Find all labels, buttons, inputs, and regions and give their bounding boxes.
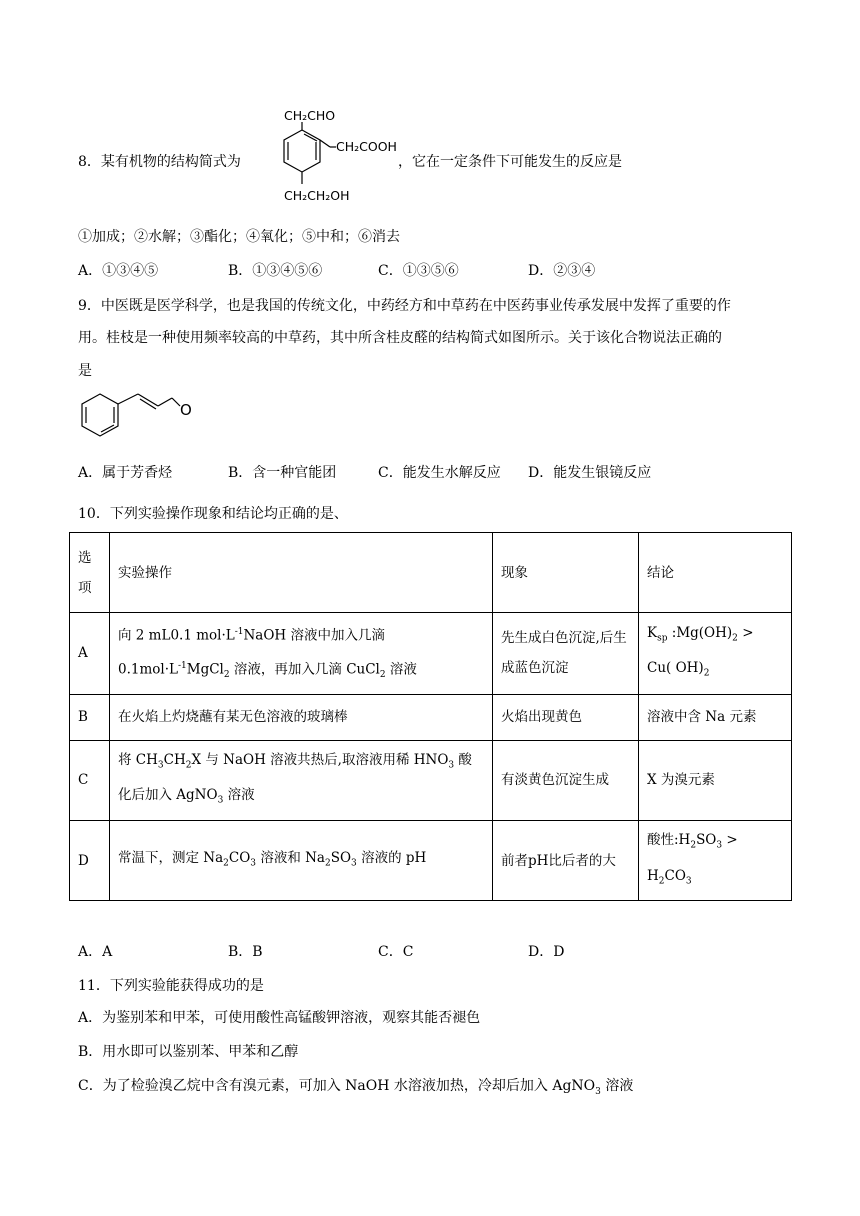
row-operation: 在火焰上灼烧蘸有某无色溶液的玻璃棒 <box>110 694 493 740</box>
q9-stem-line2: 用。桂枝是一种使用频率较高的中草药，其中所含桂皮醛的结构简式如图所示。关于该化合物说法正确的 <box>78 330 722 346</box>
q10-option-c[interactable]: C．C <box>378 944 414 960</box>
q8-structure-diagram <box>266 106 400 210</box>
q10-stem: 10．下列实验操作现象和结论均正确的是、 <box>78 506 348 522</box>
q8-struct-label-cooh: CH₂COOH <box>336 139 397 154</box>
q11-stem: 11．下列实验能获得成功的是 <box>78 978 264 994</box>
q10-option-b[interactable]: B．B <box>228 944 263 960</box>
header-conclusion: 结论 <box>639 533 792 613</box>
q8-reaction-items: ①加成；②水解；③酯化；④氧化；⑤中和；⑥消去 <box>78 229 400 245</box>
q9-option-a[interactable]: A．属于芳香烃 <box>78 465 173 481</box>
row-conclusion: $K_{sp}$ $:Mg(OH)_2$ > Cu( $OH)_2$ <box>639 613 792 695</box>
row-key: C <box>70 740 110 820</box>
table-row <box>70 821 792 901</box>
table-row <box>70 613 792 695</box>
q11-option-c[interactable]: C．为了检验溴乙烷中含有溴元素，可加入 NaOH 水溶液加热，冷却后加入 AgNO$_3$ 溶液 <box>78 1078 634 1097</box>
header-phenomenon: 现象 <box>493 533 639 613</box>
table-row <box>70 694 792 740</box>
q8-option-b[interactable]: B．①③④⑤⑥ <box>228 263 323 279</box>
q9-struct-label-o: O <box>180 401 192 419</box>
row-operation: 常温下，测定 $Na_2CO_3$ 溶液和 $Na_2SO_3$ 溶液的 pH <box>110 821 493 901</box>
q9-cinnamaldehyde-structure <box>72 388 202 444</box>
row-key: A <box>70 613 110 695</box>
header-operation: 实验操作 <box>110 533 493 613</box>
q9-option-b[interactable]: B．含一种官能团 <box>228 465 337 481</box>
row-phenomenon: 先生成白色沉淀,后生成蓝色沉淀 <box>493 613 639 695</box>
row-key: B <box>70 694 110 740</box>
q8-stem-prefix: 8．某有机物的结构简式为 <box>78 154 241 170</box>
table-row <box>70 740 792 820</box>
row-key: D <box>70 821 110 901</box>
q8-stem-suffix: ，它在一定条件下可能发生的反应是 <box>398 154 622 170</box>
q9-stem-line3: 是 <box>78 363 92 379</box>
row-conclusion: 酸性$:H_2SO_3$ > $H_2CO_3$ <box>639 821 792 901</box>
q9-option-d[interactable]: D．能发生银镜反应 <box>528 465 652 481</box>
row-phenomenon: 有淡黄色沉淀生成 <box>493 740 639 820</box>
row-phenomenon: 火焰出现黄色 <box>493 694 639 740</box>
row-phenomenon: 前者pH比后者的大 <box>493 821 639 901</box>
row-conclusion: X 为溴元素 <box>639 740 792 820</box>
q9-stem-line1: 9．中医既是医学科学，也是我国的传统文化，中药经方和中草药在中医药事业传承发展中发挥了重要的作 <box>78 298 731 314</box>
q8-option-a[interactable]: A．①③④⑤ <box>78 263 159 279</box>
row-operation: 将 $CH_3CH_2X$ 与 NaOH 溶液共热后,取溶液用稀 $HNO_3$ 酸 化后加入 AgNO$_3$ 溶液 <box>110 740 493 820</box>
q8-struct-label-oh: CH₂CH₂OH <box>284 188 350 203</box>
q11-option-a[interactable]: A．为鉴别苯和甲苯，可使用酸性高锰酸钾溶液，观察其能否褪色 <box>78 1010 481 1026</box>
q10-option-a[interactable]: A．A <box>78 944 113 960</box>
row-operation: 向 2 mL0.1 $mol\cdot L^{-1}NaOH$ 溶液中加入几滴 $0.1mol\cdot L^{-1}MgCl_2$ 溶液，再加入几滴 CuCl$_2$ 溶液 <box>110 613 493 695</box>
table-header-row <box>70 533 792 613</box>
experiment-table <box>69 532 792 901</box>
row-conclusion: 溶液中含 Na 元素 <box>639 694 792 740</box>
q10-option-d[interactable]: D．D <box>528 944 565 960</box>
header-option: 选项 <box>70 533 110 613</box>
q9-option-c[interactable]: C．能发生水解反应 <box>378 465 501 481</box>
q11-option-b[interactable]: B．用水即可以鉴别苯、甲苯和乙醇 <box>78 1044 299 1060</box>
q8-option-d[interactable]: D．②③④ <box>528 263 596 279</box>
q8-struct-label-cho: CH₂CHO <box>284 108 336 123</box>
q8-option-c[interactable]: C．①③⑤⑥ <box>378 263 459 279</box>
